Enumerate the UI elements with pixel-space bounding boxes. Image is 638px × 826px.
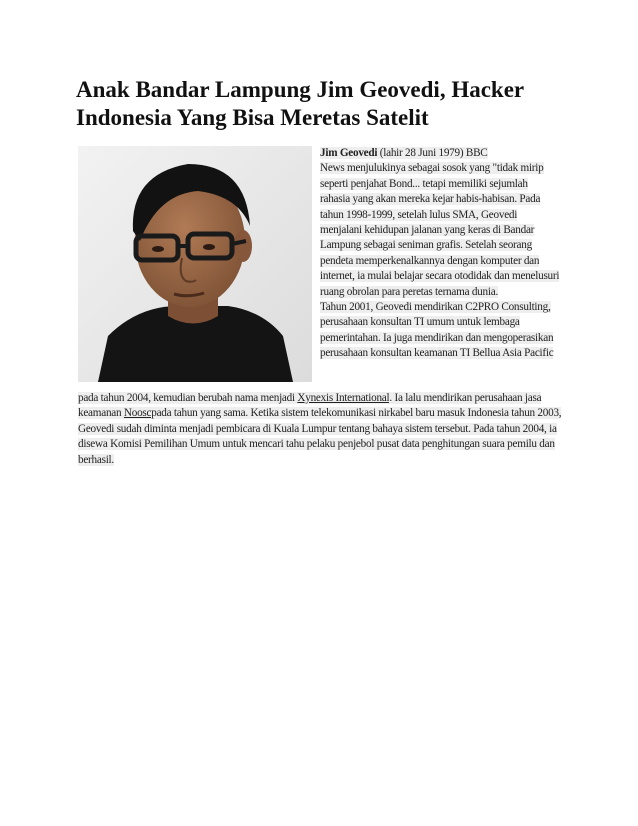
paragraph-career-cont-3: pada tahun yang sama. Ketika sistem telekomunikasi nirkabel baru masuk Indonesia tahun 2003, Geovedi sudah diminta menjadi pembicara di Kuala Lumpur tentang bahaya sistem tersebut. Pada tahun 2004, ia disewa Komisi Pemilihan Umum untuk mencari tahu pelaku penjebol pusat data penghitungan suara pemilu dan berhasil. bbox=[78, 407, 562, 466]
article-title: Anak Bandar Lampung Jim Geovedi, Hacker Indonesia Yang Bisa Meretas Satelit bbox=[76, 77, 524, 130]
noosc-link[interactable]: Noosc bbox=[123, 407, 152, 420]
paragraph-career: Tahun 2001, Geovedi mendirikan C2PRO Consulting, perusahaan konsultan TI umum untuk lembaga pemerintahan. Ia juga mendirikan dan mengoperasikan perusahaan konsultan keamanan TI Bellua Asia Pacific bbox=[320, 301, 554, 360]
full-width-text bbox=[78, 391, 566, 468]
xynexis-link[interactable]: Xynexis International bbox=[297, 392, 390, 404]
portrait-photo bbox=[78, 146, 312, 382]
paragraph-career-cont-1: pada tahun 2004, kemudian berubah nama menjadi bbox=[78, 392, 298, 404]
portrait-illustration bbox=[78, 146, 312, 382]
paragraph-career-cont-2: . Ia lalu mendirikan perusahaan jasa keamanan bbox=[78, 392, 542, 420]
birth-note: (lahir 28 Juni 1979) BBC bbox=[377, 147, 488, 159]
side-column-text bbox=[320, 146, 560, 362]
subject-name: Jim Geovedi bbox=[320, 147, 378, 159]
paragraph-intro: News menjulukinya sebagai sosok yang "tidak mirip seperti penjahat Bond... tetapi memiliki sejumlah rahasia yang akan mereka kejar habis-habisan. Pada tahun 1998-1999, setelah lulus SMA, Geovedi menjalani kehidupan jalanan yang keras di Bandar Lampung sebagai seniman grafis. Setelah seorang pendeta memperkenalkannya dengan komputer dan internet, ia mulai belajar secara otodidak dan menelusuri ruang obrolan para peretas ternama dunia. bbox=[320, 162, 560, 298]
